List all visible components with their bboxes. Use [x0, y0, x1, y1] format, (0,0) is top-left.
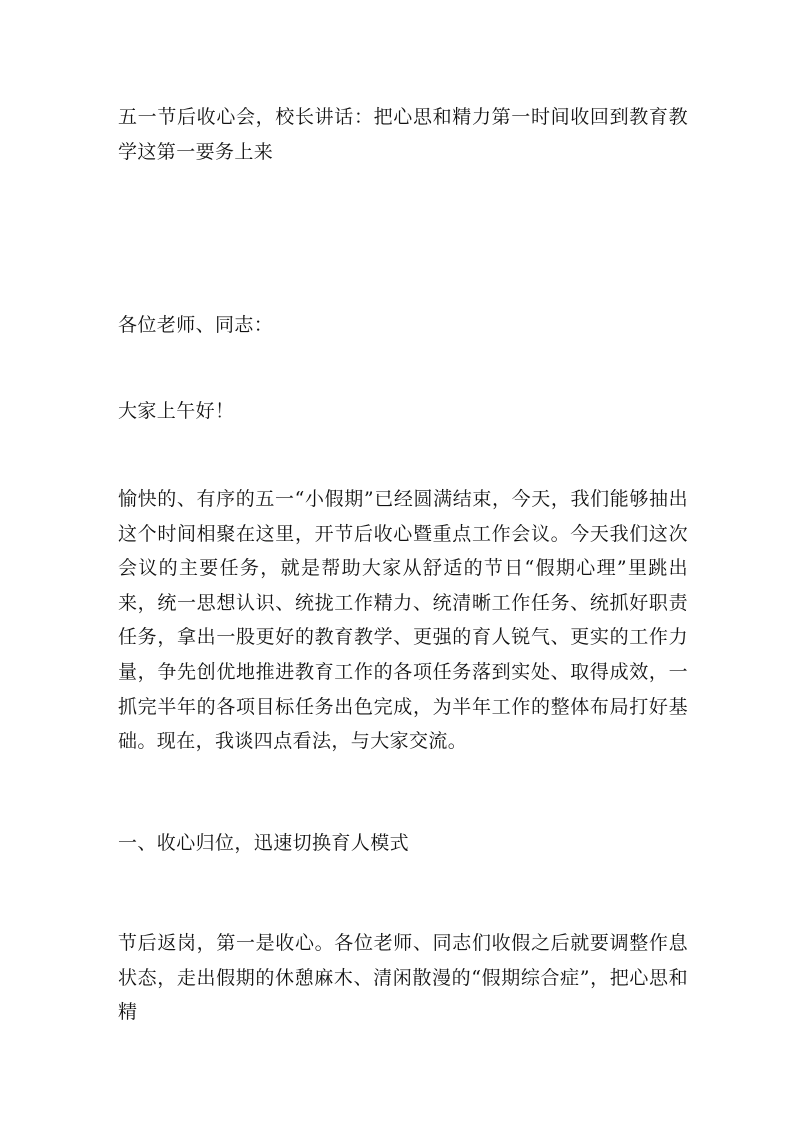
- body-paragraph: 愉快的、有序的五一“小假期”已经圆满结束，今天，我们能够抽出这个时间相聚在这里，开节后收心暨重点工作会议。今天我们这次会议的主要任务，就是帮助大家从舒适的节日“假期心理”里跳出来，统一思想认识、统拢工作精力、统清晰工作任务、统抓好职责任务，拿出一股更好的教育教学、更强的育人锐气、更实的工作力量，争先创优地推进教育工作的各项任务落到实处、取得成效，一抓完半年的各项目标任务出色完成，为半年工作的整体布局打好基础。现在，我谈四点看法，与大家交流。: [118, 488, 688, 753]
- body-paragraph: 节后返岗，第一是收心。各位老师、同志们收假之后就要调整作息状态，走出假期的休憩麻木、清闲散漫的“假期综合症”，把心思和精: [118, 932, 688, 1024]
- greeting-line: 各位老师、同志：: [118, 314, 274, 336]
- section-heading: 一、收心归位，迅速切换育人模式: [118, 832, 410, 854]
- salutation-line: 大家上午好！: [118, 400, 235, 422]
- document-title: 五一节后收心会，校长讲话：把心思和精力第一时间收回到教育教学这第一要务上来: [118, 106, 688, 163]
